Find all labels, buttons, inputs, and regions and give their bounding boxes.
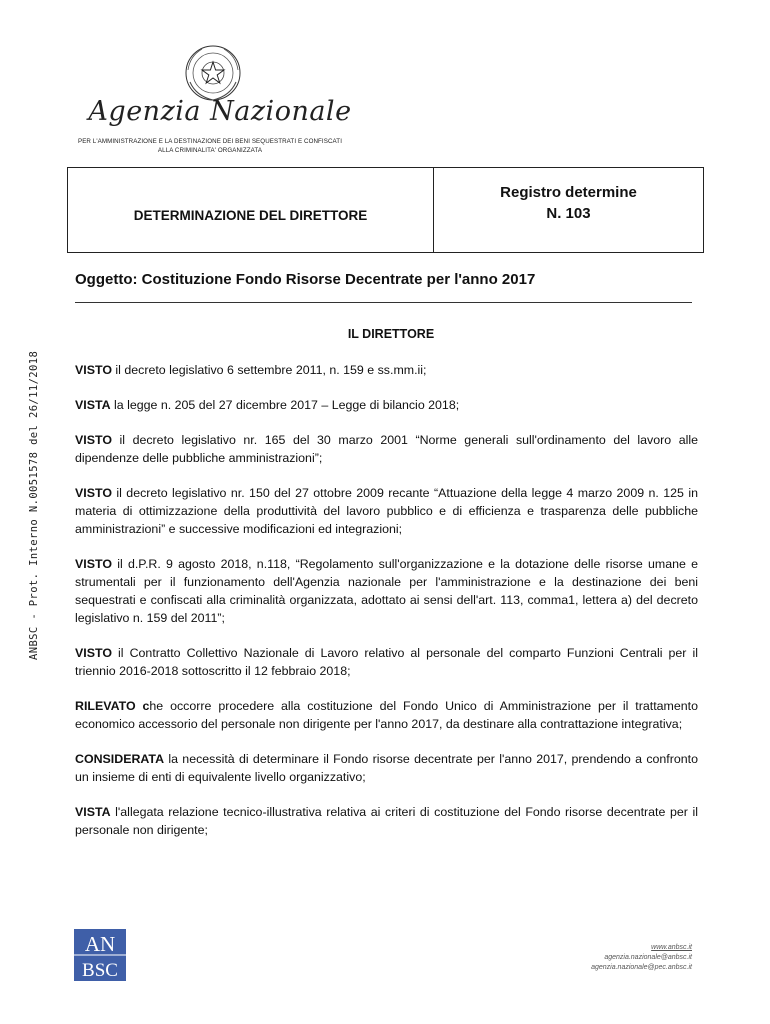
agency-subtitle-line2: ALLA CRIMINALITA' ORGANIZZATA [157, 147, 263, 154]
body-paragraph [75, 361, 698, 379]
body-paragraph [75, 750, 698, 786]
section-title: IL DIRETTORE [347, 327, 435, 341]
paragraph-lead: VISTO [75, 646, 112, 660]
registry-label: Registro determine [500, 184, 637, 201]
email-link[interactable]: agenzia.nazionale@anbsc.it [604, 954, 692, 961]
header-table [67, 167, 704, 253]
paragraph-text: il decreto legislativo nr. 150 del 27 ottobre 2009 recante “Attuazione della legge 4 marzo 2009 n. 125 in materia di ottimizzazione della produttività del lavoro pubblico e di efficienza e trasparenza delle pubbliche amministrazioni” e successive modificazioni ed integrazioni; [75, 486, 698, 536]
website-link[interactable]: www.anbsc.it [651, 944, 692, 951]
agency-subtitle [60, 137, 360, 155]
paragraph-lead: VISTA [75, 398, 111, 412]
anbsc-logo-icon [74, 929, 126, 981]
body-paragraph [75, 484, 698, 538]
paragraph-lead: VISTO [75, 557, 112, 571]
body-paragraph [75, 431, 698, 467]
body-paragraph [75, 555, 698, 627]
paragraph-text: he occorre procedere alla costituzione del Fondo Unico di Amministrazione per il trattamento economico accessorio del personale non dirigente per l'anno 2017, da destinare alla contrattazione integrativa; [75, 699, 698, 731]
paragraph-lead: RILEVATO c [75, 699, 150, 713]
document-type-title: DETERMINAZIONE DEL DIRETTORE [68, 168, 434, 252]
body-paragraph [75, 697, 698, 733]
paragraph-lead: CONSIDERATA [75, 752, 165, 766]
paragraph-lead: VISTO [75, 363, 112, 377]
body-paragraph [75, 644, 698, 680]
body-paragraph [75, 396, 698, 414]
paragraph-lead: VISTO [75, 486, 112, 500]
protocol-stamp: ANBSC - Prot. Interno N.0051578 del 26/11/2018 [28, 350, 40, 660]
paragraph-text: il Contratto Collettivo Nazionale di Lavoro relativo al personale del comparto Funzioni Centrali per il triennio 2016-2018 sottoscritto il 12 febbraio 2018; [75, 646, 698, 678]
paragraph-text: il decreto legislativo nr. 165 del 30 marzo 2001 “Norme generali sull'ordinamento del lavoro alle dipendenze delle pubbliche amministrazioni”; [75, 433, 698, 465]
document-body [75, 361, 698, 856]
agency-name: Agenzia Nazionale [88, 96, 352, 127]
agency-subtitle-line1: PER L'AMMINISTRAZIONE E LA DESTINAZIONE DEI BENI SEQUESTRATI E CONFISCATI [77, 138, 343, 145]
paragraph-text: la necessità di determinare il Fondo risorse decentrate per l'anno 2017, prendendo a confronto un insieme di enti di equivalente livello organizzativo; [75, 752, 698, 784]
paragraph-text: il d.P.R. 9 agosto 2018, n.118, “Regolamento sull'organizzazione e la dotazione delle risorse umane e strumentali per il funzionamento dell'Agenzia nazionale per l'amministrazione e la destinazione dei beni sequestrati e confiscati alla criminalità organizzata, adottato ai sensi dell'art. 113, comma1, lettera a) del decreto legislativo n. 159 del 2011”; [75, 557, 698, 625]
footer-contacts [591, 943, 692, 973]
body-paragraph [75, 803, 698, 839]
paragraph-text: la legge n. 205 del 27 dicembre 2017 – Legge di bilancio 2018; [110, 398, 460, 412]
logo-line2: BSC [82, 960, 118, 981]
paragraph-text: il decreto legislativo 6 settembre 2011, n. 159 e ss.mm.ii; [111, 363, 427, 377]
registry-cell [434, 168, 703, 252]
logo-line1: AN [84, 932, 116, 956]
subject-divider [75, 302, 692, 303]
italian-republic-emblem-icon [182, 42, 244, 104]
paragraph-text: l'allegata relazione tecnico-illustrativa relativa ai criteri di costituzione del Fondo risorse decentrate per il personale non dirigente; [75, 805, 698, 837]
pec-link[interactable]: agenzia.nazionale@pec.anbsc.it [591, 964, 692, 971]
subject-line: Oggetto: Costituzione Fondo Risorse Decentrate per l'anno 2017 [75, 271, 536, 288]
paragraph-lead: VISTA [75, 805, 111, 819]
registry-number: N. 103 [546, 205, 591, 222]
paragraph-lead: VISTO [75, 433, 112, 447]
